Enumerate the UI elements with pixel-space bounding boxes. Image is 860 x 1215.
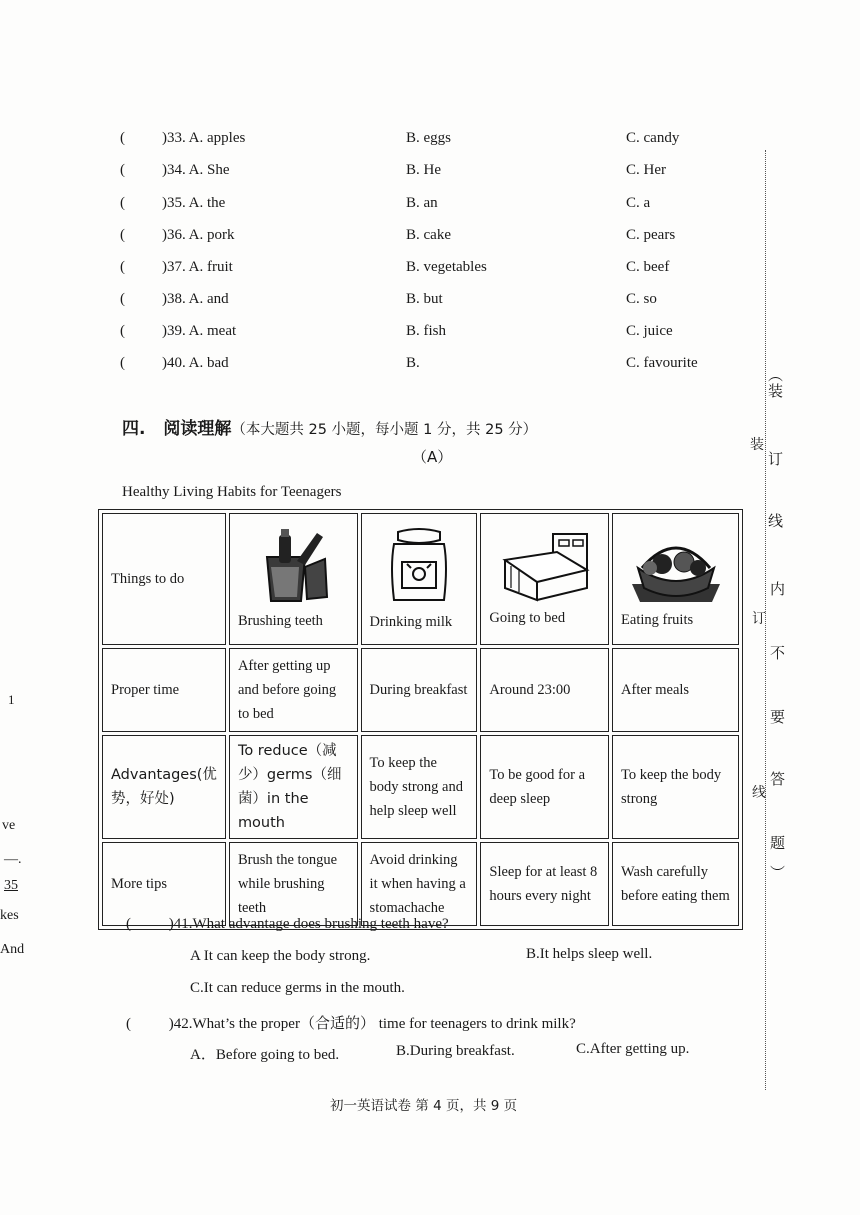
section-note: （本大题共 25 小题，每小题 1 分，共 25 分）	[231, 422, 538, 438]
section-title: 阅读理解	[163, 419, 232, 439]
thing-label: Going to bed	[489, 610, 566, 626]
option-a: )38. A. and	[162, 291, 229, 307]
table-row	[102, 842, 739, 926]
option-a: )39. A. meat	[162, 323, 237, 339]
q42-option-c: C.After getting up.	[576, 1041, 690, 1057]
thing-label: Eating fruits	[621, 612, 694, 628]
advantage-cell: To keep the body strong	[612, 735, 739, 839]
habits-table	[98, 509, 743, 930]
q41-option-a: A It can keep the body strong.	[190, 948, 371, 964]
cell-drinking-milk	[361, 513, 478, 645]
row-head-tips: More tips	[102, 842, 226, 926]
time-cell: During breakfast	[361, 648, 478, 732]
binding-char: 要	[770, 708, 786, 726]
row-head-things: Things to do	[102, 513, 226, 645]
cloze-row-34	[120, 162, 720, 188]
binding-char: 内	[770, 580, 786, 598]
edge-fragment: And	[0, 942, 25, 957]
section-heading	[122, 414, 537, 439]
answer-paren: (	[120, 162, 125, 178]
thing-label: Brushing teeth	[237, 613, 323, 629]
option-c: C. Her	[626, 162, 666, 178]
time-cell: Around 23:00	[480, 648, 609, 732]
option-c: C. beef	[626, 259, 670, 275]
option-b: B. but	[406, 291, 443, 307]
cloze-row-40	[120, 355, 720, 381]
option-b: B. fish	[406, 323, 447, 339]
answer-paren: (	[120, 130, 125, 146]
cloze-row-37	[120, 259, 720, 285]
option-a: )37. A. fruit	[162, 259, 233, 275]
option-c: C. so	[626, 291, 657, 307]
cloze-row-38	[120, 291, 720, 317]
answer-paren: (	[120, 323, 125, 339]
question-stem: )42.What’s the proper（合适的） time for teenagers to drink milk?	[168, 1016, 576, 1032]
answer-paren: (	[126, 916, 131, 932]
answer-paren: (	[120, 195, 125, 211]
table-row	[102, 513, 739, 645]
option-c: C. favourite	[626, 355, 698, 371]
binding-side-char: 装	[750, 437, 764, 453]
answer-paren: (	[120, 227, 125, 243]
advantage-cell: To be good for a deep sleep	[480, 735, 609, 839]
option-b: B. vegetables	[406, 259, 487, 275]
advantage-cell: To reduce（减少）germs（细菌）in the mouth	[229, 735, 358, 839]
option-b: B. eggs	[406, 130, 451, 146]
option-a: )34. A. She	[162, 162, 230, 178]
passage-title: Healthy Living Habits for Teenagers	[122, 484, 342, 500]
cell-going-to-bed	[480, 513, 609, 645]
q41-option-b: B.It helps sleep well.	[526, 946, 653, 962]
cloze-row-39	[120, 323, 720, 349]
option-a: )33. A. apples	[162, 130, 246, 146]
thing-label: Drinking milk	[369, 614, 453, 630]
table-row	[102, 735, 739, 839]
tip-cell: Brush the tongue while brushing teeth	[229, 842, 358, 926]
page-footer: 初一英语试卷 第 4 页，共 9 页	[330, 1098, 518, 1114]
tip-cell: Wash carefully before eating them	[612, 842, 739, 926]
binding-side-char: 订	[752, 611, 766, 627]
binding-char: 题	[770, 834, 786, 852]
option-a: )36. A. pork	[162, 227, 235, 243]
table-row	[102, 648, 739, 732]
fruit-basket-icon	[628, 528, 724, 604]
binding-char: 订	[768, 450, 784, 468]
binding-char: 答	[770, 770, 786, 788]
binding-char: ︵	[768, 366, 784, 384]
cell-brushing-teeth	[229, 513, 358, 645]
toothbrush-cup-icon	[253, 527, 333, 605]
binding-char: 装	[768, 382, 784, 400]
option-b: B. an	[406, 195, 438, 211]
question-42	[126, 1012, 576, 1033]
cell-eating-fruits	[612, 513, 739, 645]
edge-fragment: ve	[2, 818, 16, 833]
cloze-row-35	[120, 195, 720, 221]
q41-option-c: C.It can reduce germs in the mouth.	[190, 980, 405, 996]
option-c: C. candy	[626, 130, 680, 146]
row-head-time: Proper time	[102, 648, 226, 732]
binding-side-char: 线	[752, 785, 766, 801]
option-c: C. juice	[626, 323, 673, 339]
tip-cell: Sleep for at least 8 hours every night	[480, 842, 609, 926]
binding-char: 不	[770, 644, 786, 662]
time-cell: After getting up and before going to bed	[229, 648, 358, 732]
option-b: B. He	[406, 162, 441, 178]
answer-paren: (	[126, 1016, 131, 1032]
edge-fragment: —.	[4, 852, 22, 867]
time-cell: After meals	[612, 648, 739, 732]
advantage-cell: To keep the body strong and help sleep well	[361, 735, 478, 839]
binding-char: ︶	[770, 864, 786, 882]
binding-char: 线	[768, 512, 784, 530]
part-label: （A）	[412, 448, 453, 466]
milk-jar-icon	[384, 526, 454, 606]
answer-paren: (	[120, 355, 125, 371]
cloze-row-36	[120, 227, 720, 253]
option-a: )35. A. the	[162, 195, 226, 211]
row-head-advantages: Advantages(优势，好处)	[102, 735, 226, 839]
edge-fragment: kes	[0, 908, 19, 923]
option-a: )40. A. bad	[162, 355, 229, 371]
section-number: 四.	[122, 419, 146, 439]
edge-fragment: 35	[4, 878, 18, 893]
cloze-row-33	[120, 130, 720, 156]
question-41	[126, 916, 449, 933]
answer-paren: (	[120, 291, 125, 307]
option-c: C. pears	[626, 227, 676, 243]
q42-option-b: B.During breakfast.	[396, 1043, 515, 1059]
option-b: B.	[406, 355, 420, 371]
option-c: C. a	[626, 195, 651, 211]
answer-paren: (	[120, 259, 125, 275]
q42-option-a: A．Before going to bed.	[190, 1047, 340, 1063]
edge-fragment: 1	[8, 692, 15, 707]
option-b: B. cake	[406, 227, 451, 243]
bed-icon	[497, 530, 593, 602]
tip-cell: Avoid drinking it when having a stomachache	[361, 842, 478, 926]
question-stem: )41.What advantage does brushing teeth have?	[168, 916, 449, 932]
